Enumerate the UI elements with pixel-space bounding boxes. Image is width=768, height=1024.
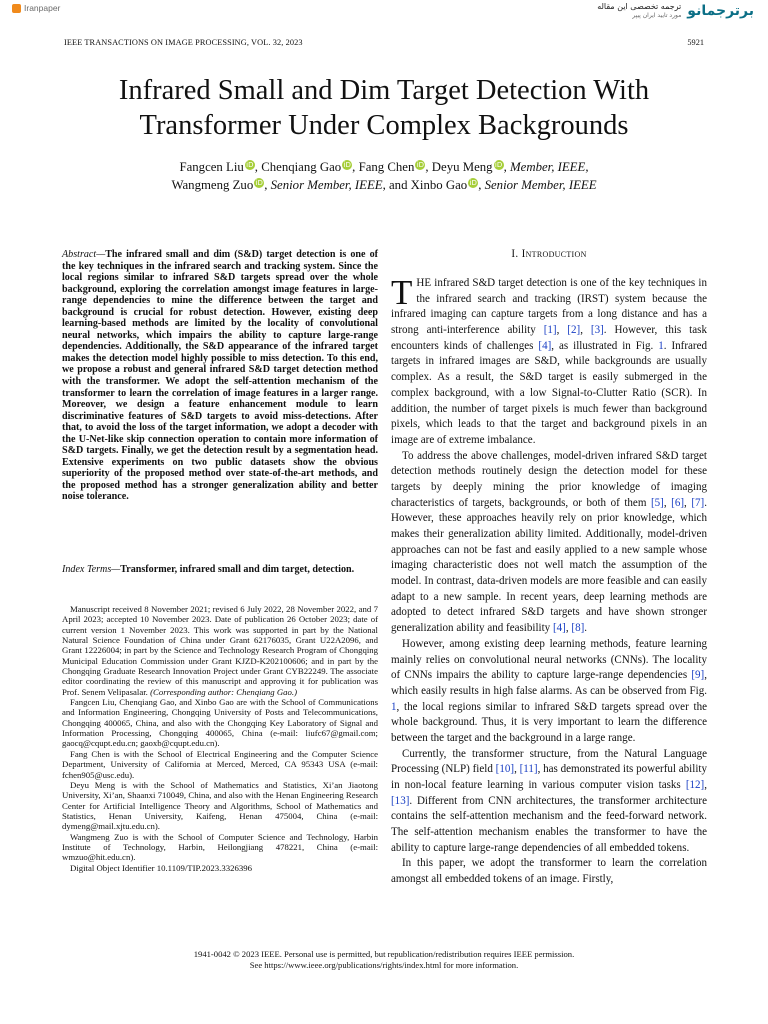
- left-logo-text: Iranpaper: [24, 3, 61, 13]
- page-number: 5921: [687, 38, 704, 47]
- paragraph: THE infrared S&D target detection is one of the key techniques in the infrared search and tracking (IRST) system because the infrared imaging can capture targets from a long distance and has a strong anti-interference ability [1], [2], [3]. However, this task encounters kinds of challenges [4], as illustrated in Fig. 1. Infrared targets in infrared images are S&D, while backgrounds are usually complex. As a result, the S&D target is easily submerged in the complex background, with a low Signal-to-Clutter Ratio (SCR). In addition, the number of target pixels is much fewer than background pixels, which leads to that the target and background pixels in an image are of extreme imbalance.: [391, 273, 708, 446]
- index-terms-text: Transformer, infrared small and dim target, detection.: [120, 564, 355, 575]
- footnote-affiliation: Deyu Meng is with the School of Mathematics and Statistics, Xi’an Jiaotong University, Xi’an, Shaanxi 710049, China, and also with the Henan Engineering Research Center for Artificial Intelligence Theory and Algorithms, School of Mathematics and Statistics, Henan University, Kaifeng, Henan 475004, China (e-mail: dymeng@mail.xjtu.edu.cn).: [62, 779, 378, 832]
- citation-link[interactable]: [4]: [538, 339, 552, 352]
- orcid-icon[interactable]: iD: [246, 161, 254, 169]
- copyright-line-1: 1941-0042 © 2023 IEEE. Personal use is permitted, but republication/redistribution requires IEEE permission.: [193, 949, 575, 959]
- author-list: [50, 158, 718, 194]
- journal-header: IEEE TRANSACTIONS ON IMAGE PROCESSING, VOL. 32, 2023: [64, 38, 303, 47]
- paragraph: However, among existing deep learning methods, feature learning mainly relies on convolutional neural networks (CNNs). The locality of CNNs impairs the ability to capture large-range dependencies [9], which easily results in high false alarms. As can be observed from Fig. 1, the local regions similar to infrared S&D targets spread over the whole background. Thus, it is very important to learn the difference between the target and the background in a large range.: [391, 637, 707, 744]
- iranpaper-logo: [12, 3, 60, 13]
- right-logo-brand: برترجمانو: [687, 3, 754, 19]
- copyright-line-2: See https://www.ieee.org/publications/rights/index.html for more information.: [249, 960, 519, 970]
- paper-title: [50, 73, 718, 143]
- corresponding-author: (Corresponding author: Chenqiang Gao.): [150, 686, 298, 697]
- citation-link[interactable]: [8]: [571, 622, 585, 635]
- right-logo-sub: مورد تایید ایران پیپر: [632, 12, 682, 19]
- footnote-doi: Digital Object Identifier 10.1109/TIP.2023.3326396: [70, 862, 252, 873]
- orcid-icon[interactable]: iD: [255, 179, 263, 187]
- title-line-2: Transformer Under Complex Backgrounds: [139, 110, 629, 141]
- paragraph: In this paper, we adopt the transformer to learn the correlation amongst all embedded tokens of an image. Firstly,: [391, 857, 707, 886]
- author-line-1: Fangcen Liu iD, Chenqiang Gao iD, Fang Chen iD, Deyu Meng iD, Member, IEEE,: [179, 160, 589, 174]
- author-role: Member, IEEE,: [509, 160, 589, 174]
- section-title: Introduction: [521, 248, 587, 260]
- author-role: Senior Member, IEEE: [484, 178, 597, 192]
- citation-link[interactable]: [2]: [567, 324, 581, 337]
- orcid-icon[interactable]: iD: [469, 179, 477, 187]
- section-number: I.: [511, 248, 519, 260]
- citation-link[interactable]: [6]: [671, 496, 685, 509]
- footnote-affiliation: Wangmeng Zuo is with the School of Computer Science and Technology, Harbin Institute of Technology, Harbin, Heilongjiang 478221, China (e-mail: wmzuo@hit.edu.cn).: [62, 831, 378, 863]
- footnote-affiliation: Fangcen Liu, Chenqiang Gao, and Xinbo Gao are with the School of Communications and Information Engineering, Chongqing University of Posts and Telecommunications, Chongqing 400065, China, and also with the Chongqing Key Laboratory of Signal and Information Processing, Chongqing 400065, China (e-mail: liufc67@gmail.com; gaocq@cqupt.edu.cn; gaoxb@cqupt.edu.cn).: [62, 697, 378, 749]
- orcid-icon[interactable]: iD: [494, 161, 503, 169]
- orcid-icon[interactable]: iD: [416, 161, 425, 169]
- citation-link[interactable]: [10]: [495, 763, 515, 776]
- abstract-text: The infrared small and dim (S&D) target detection is one of the key techniques in the infrared search and tracking system. Since the local regions similar to infrared S&D targets spread over the whole background, exploring the correlation amongst image features in large-range dependencies to mine the difference between the target and background is crucial for robust detection. However, existing deep learning-based methods are limited by the locality of convolutional neural networks, which impairs the ability to capture large-range dependencies. Additionally, the S&D appearance of the infrared target makes the detection model highly possible to miss detection. To this end, we propose a robust and general infrared S&D target detection method with the transformer. We adopt the self-attention mechanism of the transformer to learn the correlation of image features in a larger range. Moreover, we design a feature enhancement module to learn discriminative features of S&D targets to avoid miss-detections. After that, to avoid the loss of the target information, we adopt a decoder with the U-Net-like skip connection operation to contain more information of S&D targets. Finally, we get the detection result by a segmentation head. Extensive experiments on two public datasets show the obvious superiority of the proposed method over state-of-the-art methods, and the proposed method has a stronger generalization ability and better noise tolerance.: [62, 249, 378, 503]
- author-name: Deyu Meng: [431, 160, 493, 174]
- footnotes: [62, 604, 378, 873]
- index-terms: Index Terms—Transformer, infrared small and dim target, detection.: [62, 564, 355, 575]
- right-logo-top: ترجمه تخصصی این مقاله: [597, 2, 682, 11]
- footnote-manuscript: Manuscript received 8 November 2021; revised 6 July 2022, 28 November 2022, and 7 April 2023; accepted 10 November 2023. Date of publication 26 October 2023; date of current version 1 November 2023. This work was supported in part by the National Natural Science Foundation of China under Grant 62176035, Grant U22A2096, and Grant 12226004; in part by the Science and Technology Research Program of Chongqing Municipal Education Commission under Grant KJZD-K202100606; and in part by the Chongqing Graduate Research Innovation Project under Grant CYB22249. The associate editor coordinating the review of this manuscript and approving it for publication was Prof. Senem Velipasalar. (Corresponding author: Chenqiang Gao.): [62, 604, 378, 697]
- citation-link[interactable]: [3]: [590, 324, 604, 337]
- citation-link[interactable]: [12]: [685, 779, 705, 791]
- author-line-2: Wangmeng Zuo iD, Senior Member, IEEE, and Xinbo Gao iD, Senior Member, IEEE: [171, 178, 597, 192]
- author-name: Xinbo Gao: [410, 178, 468, 192]
- citation-link[interactable]: [11]: [519, 763, 538, 776]
- author-name: Fangcen Liu: [179, 160, 244, 174]
- abstract-label: Abstract: [62, 249, 97, 260]
- title-line-1: Infrared Small and Dim Target Detection With: [118, 75, 650, 106]
- author-role: Senior Member, IEEE,: [270, 178, 386, 192]
- translation-logo: [597, 2, 754, 20]
- author-and: and: [388, 178, 408, 192]
- orcid-icon[interactable]: iD: [343, 161, 351, 169]
- figure-link[interactable]: 1: [391, 700, 397, 713]
- copyright-notice: [50, 949, 718, 971]
- citation-link[interactable]: [1]: [543, 324, 557, 337]
- citation-link[interactable]: [9]: [691, 669, 705, 682]
- drop-cap: T: [391, 273, 413, 312]
- figure-link[interactable]: 1: [658, 339, 664, 352]
- paragraph: To address the above challenges, model-driven infrared S&D target detection methods routinely design the detection model for these targets by deeply mining the prior knowledge of imaging characteristics of targets, backgrounds, or both of them [5], [6], [7]. However, these approaches heavily rely on prior knowledge, which makes their generalization ability limited. Additionally, model-driven approaches can not be fast and easily applied to a new sample whose imaging characteristic does not well match the assumption of the model. In contrast, data-driven models are more feasible and can easily adapt to a new sample. In recent years, deep learning methods are adopted to detect infrared S&D targets and have shown stronger generalization ability and feasibility [4], [8].: [391, 449, 707, 635]
- author-name: Fang Chen: [358, 160, 415, 174]
- citation-link[interactable]: [5]: [650, 496, 664, 509]
- citation-link[interactable]: [13]: [391, 794, 410, 807]
- citation-link[interactable]: [7]: [691, 496, 705, 509]
- logo-mark-icon: [12, 4, 21, 13]
- paragraph: Currently, the transformer structure, from the Natural Language Processing (NLP) field [10], [11], has demonstrated its powerful ability in non-local feature learning in various computer vision tasks [12], [13]. Different from CNN architectures, the transformer architecture contains the self-attention mechanism and the feed-forward network. The self-attention mechanism enables the transformer to have the ability to capture large-range dependencies of all embedded tokens.: [391, 747, 707, 854]
- introduction-body: [391, 273, 708, 888]
- footnote-affiliation: Fang Chen is with the School of Electrical Engineering and the Computer Science Department, University of California at Merced, Merced, CA 95343 USA (e-mail: fchen905@usc.edu).: [62, 748, 378, 780]
- abstract: Abstract—The infrared small and dim (S&D) target detection is one of the key techniques in the infrared search and tracking system. Since the local regions similar to infrared S&D targets spread over the whole background, exploring the correlation amongst image features in large-range dependencies to mine the difference between the target and background is crucial for robust detection. However, existing deep learning-based methods are limited by the locality of convolutional neural networks, which impairs the ability to capture large-range dependencies. Additionally, the S&D appearance of the infrared target makes the detection model highly possible to miss detection. To this end, we propose a robust and general infrared S&D target detection method with the transformer. We adopt the self-attention mechanism of the transformer to learn the correlation of image features in a larger range. Moreover, we design a feature enhancement module to learn discriminative features of S&D targets to avoid miss-detections. After that, to avoid the loss of the target information, we adopt a decoder with the U-Net-like skip connection operation to contain more information of S&D targets. Finally, we get the detection result by a segmentation head. Extensive experiments on two public datasets show the obvious superiority of the proposed method over state-of-the-art methods, and the proposed method has a stronger generalization ability and better noise tolerance.: [62, 249, 378, 503]
- index-terms-label: Index Terms: [62, 564, 112, 575]
- citation-link[interactable]: [4]: [552, 622, 566, 635]
- author-name: Chenqiang Gao: [261, 160, 342, 174]
- author-name: Wangmeng Zuo: [171, 178, 254, 192]
- section-heading: [391, 248, 707, 260]
